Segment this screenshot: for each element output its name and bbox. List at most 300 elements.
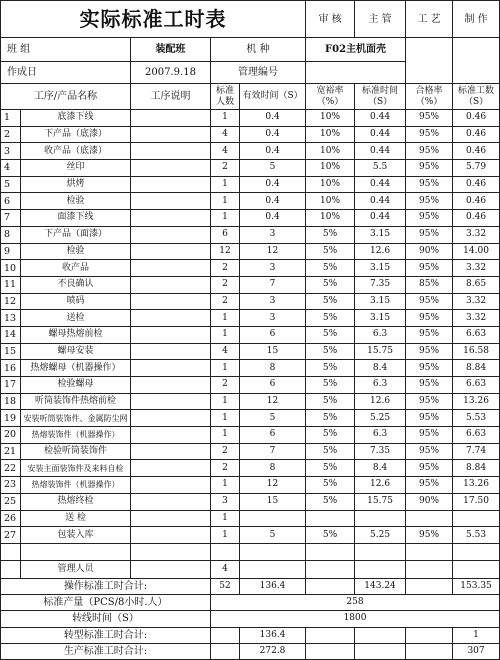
staff-count: 12 <box>211 243 240 260</box>
staff-count: 1 <box>211 510 240 527</box>
changeover-total-label: 转型标准工时合计: <box>1 627 211 643</box>
process-name: 检验 <box>21 243 131 260</box>
row-number: 21 <box>1 443 21 460</box>
staff-count: 1 <box>211 360 240 377</box>
sheet-title: 实际标准工时表 <box>1 1 306 38</box>
col-staff: 标准人数 <box>211 84 240 110</box>
table-row <box>1 343 500 360</box>
standard-time: 12.6 <box>355 243 406 260</box>
date-value: 2007.9.18 <box>131 62 211 84</box>
standard-time: 8.4 <box>355 460 406 477</box>
col-standard-hours: 标准工数（S） <box>453 84 500 110</box>
standard-hours: 13.26 <box>453 477 500 494</box>
table-row <box>1 427 500 444</box>
process-description <box>131 193 211 210</box>
pass-rate: 90% <box>406 243 453 260</box>
mgmt-staff-label: 管理人员 <box>21 560 131 578</box>
process-name: 不良确认 <box>21 276 131 293</box>
pass-rate: 95% <box>406 176 453 193</box>
row-number: 8 <box>1 226 21 243</box>
margin-rate: 10% <box>306 160 355 177</box>
staff-count: 1 <box>211 326 240 343</box>
standard-time: 0.44 <box>355 110 406 127</box>
pass-rate: 95% <box>406 160 453 177</box>
staff-count: 2 <box>211 377 240 394</box>
process-description <box>131 260 211 277</box>
process-description <box>131 460 211 477</box>
signoff-review: 审 核 <box>306 1 355 38</box>
standard-hours: 5.79 <box>453 160 500 177</box>
op-total-row <box>1 578 500 594</box>
signoff-maker: 制 作 <box>453 1 500 38</box>
production-total-effective: 272.8 <box>240 643 306 659</box>
row-number: 22 <box>1 460 21 477</box>
process-name: 收产品 <box>21 260 131 277</box>
table-row <box>1 260 500 277</box>
table-row <box>1 110 500 127</box>
process-name: 检验听筒装饰件 <box>21 443 131 460</box>
row-number: 20 <box>1 427 21 444</box>
process-description <box>131 393 211 410</box>
table-row <box>1 193 500 210</box>
staff-count: 1 <box>211 193 240 210</box>
standard-time <box>355 510 406 527</box>
col-pass-rate: 合格率（%） <box>406 84 453 110</box>
effective-time: 0.4 <box>240 126 306 143</box>
standard-hours: 6.63 <box>453 427 500 444</box>
process-description <box>131 427 211 444</box>
table-row <box>1 527 500 544</box>
staff-count: 2 <box>211 443 240 460</box>
mgmt-staff-row <box>1 560 500 578</box>
process-description <box>131 243 211 260</box>
process-description <box>131 160 211 177</box>
pass-rate: 95% <box>406 460 453 477</box>
table-row <box>1 160 500 177</box>
standard-hours: 3.32 <box>453 260 500 277</box>
row-number: 23 <box>1 477 21 494</box>
standard-time: 15.75 <box>355 343 406 360</box>
process-description <box>131 377 211 394</box>
margin-rate: 10% <box>306 143 355 160</box>
margin-rate: 10% <box>306 110 355 127</box>
effective-time: 7 <box>240 443 306 460</box>
pass-rate <box>406 510 453 527</box>
row-number: 2 <box>1 126 21 143</box>
margin-rate: 10% <box>306 210 355 227</box>
row-number: 4 <box>1 160 21 177</box>
standard-hours: 0.46 <box>453 176 500 193</box>
effective-time: 5 <box>240 527 306 544</box>
staff-count: 2 <box>211 460 240 477</box>
process-description <box>131 410 211 427</box>
standard-hours <box>453 510 500 527</box>
standard-hours: 7.74 <box>453 443 500 460</box>
table-row <box>1 210 500 227</box>
col-margin-rate: 宽裕率（%） <box>306 84 355 110</box>
standard-hours: 5.53 <box>453 527 500 544</box>
process-description <box>131 276 211 293</box>
staff-count: 1 <box>211 110 240 127</box>
process-name: 螺母安装 <box>21 343 131 360</box>
process-description <box>131 510 211 527</box>
std-output-value: 258 <box>211 594 500 610</box>
row-number: 16 <box>1 360 21 377</box>
standard-time: 5.25 <box>355 410 406 427</box>
process-name: 热熔终检 <box>21 493 131 510</box>
row-number: 19 <box>1 410 21 427</box>
staff-count: 2 <box>211 276 240 293</box>
staff-count: 1 <box>211 310 240 327</box>
op-total-label: 操作标准工时合计: <box>1 578 211 594</box>
pass-rate: 95% <box>406 410 453 427</box>
effective-time: 0.4 <box>240 210 306 227</box>
row-number: 14 <box>1 326 21 343</box>
process-name: 下产品（底漆） <box>21 126 131 143</box>
process-name: 安装主面装饰件及来料自检 <box>21 460 131 477</box>
process-name: 送检 <box>21 310 131 327</box>
margin-rate: 5% <box>306 410 355 427</box>
staff-count: 1 <box>211 410 240 427</box>
pass-rate: 95% <box>406 193 453 210</box>
table-row <box>1 510 500 527</box>
effective-time: 7 <box>240 276 306 293</box>
pass-rate: 95% <box>406 226 453 243</box>
effective-time: 8 <box>240 460 306 477</box>
margin-rate: 5% <box>306 477 355 494</box>
margin-rate: 5% <box>306 326 355 343</box>
standard-time: 0.44 <box>355 143 406 160</box>
effective-time: 5 <box>240 410 306 427</box>
standard-time: 7.35 <box>355 276 406 293</box>
standard-time: 0.44 <box>355 176 406 193</box>
date-label: 作成日 <box>1 62 131 84</box>
changeover-total-effective: 136.4 <box>240 627 306 643</box>
standard-hours: 3.32 <box>453 310 500 327</box>
effective-time: 12 <box>240 393 306 410</box>
table-row <box>1 226 500 243</box>
process-description <box>131 527 211 544</box>
table-row <box>1 460 500 477</box>
team-label: 班 组 <box>1 38 131 62</box>
standard-hours: 8.84 <box>453 460 500 477</box>
model-label: 机 种 <box>211 38 306 62</box>
effective-time: 6 <box>240 427 306 444</box>
pass-rate: 95% <box>406 360 453 377</box>
process-name: 安装听筒装饰件、金属防尘网 <box>21 410 131 427</box>
effective-time: 0.4 <box>240 193 306 210</box>
op-total-standard-time: 143.24 <box>355 578 406 594</box>
row-number: 3 <box>1 143 21 160</box>
process-rows <box>1 110 500 544</box>
process-description <box>131 343 211 360</box>
changeover-row <box>1 610 500 627</box>
process-name: 烘烤 <box>21 176 131 193</box>
pass-rate: 90% <box>406 493 453 510</box>
margin-rate: 5% <box>306 343 355 360</box>
standard-hours: 16.58 <box>453 343 500 360</box>
row-number: 13 <box>1 310 21 327</box>
process-name: 面漆下线 <box>21 210 131 227</box>
row-number: 17 <box>1 377 21 394</box>
row-number: 11 <box>1 276 21 293</box>
effective-time: 5 <box>240 160 306 177</box>
standard-hours: 17.50 <box>453 493 500 510</box>
standard-hours: 13.26 <box>453 393 500 410</box>
staff-count: 1 <box>211 176 240 193</box>
margin-rate: 5% <box>306 460 355 477</box>
standard-time: 7.35 <box>355 443 406 460</box>
row-number: 26 <box>1 510 21 527</box>
staff-count: 1 <box>211 210 240 227</box>
table-row <box>1 477 500 494</box>
mgmt-staff-count: 4 <box>211 560 240 578</box>
table-row <box>1 293 500 310</box>
table-row <box>1 410 500 427</box>
pass-rate: 85% <box>406 276 453 293</box>
pass-rate: 95% <box>406 126 453 143</box>
margin-rate: 10% <box>306 176 355 193</box>
row-number: 9 <box>1 243 21 260</box>
process-description <box>131 176 211 193</box>
changeover-value: 1800 <box>211 610 500 627</box>
effective-time: 0.4 <box>240 176 306 193</box>
row-number: 15 <box>1 343 21 360</box>
standard-time: 3.15 <box>355 226 406 243</box>
pass-rate: 95% <box>406 260 453 277</box>
process-description <box>131 326 211 343</box>
effective-time: 0.4 <box>240 110 306 127</box>
signoff-process-sign <box>406 38 453 84</box>
standard-hours: 6.63 <box>453 326 500 343</box>
op-total-effective: 136.4 <box>240 578 306 594</box>
process-description <box>131 360 211 377</box>
signoff-supervisor: 主 管 <box>355 1 406 38</box>
standard-time: 6.3 <box>355 326 406 343</box>
process-name: 丝印 <box>21 160 131 177</box>
pass-rate: 95% <box>406 477 453 494</box>
row-number: 27 <box>1 527 21 544</box>
row-number: 25 <box>1 493 21 510</box>
staff-count: 2 <box>211 293 240 310</box>
changeover-total-hours: 1 <box>453 627 500 643</box>
table-row <box>1 493 500 510</box>
table-row <box>1 143 500 160</box>
effective-time: 3 <box>240 226 306 243</box>
pass-rate: 95% <box>406 110 453 127</box>
process-name: 热熔装饰件（机器操作） <box>21 427 131 444</box>
process-name: 包装入库 <box>21 527 131 544</box>
table-row <box>1 243 500 260</box>
margin-rate: 5% <box>306 226 355 243</box>
margin-rate: 5% <box>306 276 355 293</box>
standard-hours: 8.65 <box>453 276 500 293</box>
pass-rate: 95% <box>406 310 453 327</box>
effective-time: 15 <box>240 343 306 360</box>
margin-rate: 5% <box>306 260 355 277</box>
title-row <box>1 1 500 38</box>
staff-count: 4 <box>211 126 240 143</box>
margin-rate: 5% <box>306 310 355 327</box>
standard-hours: 0.46 <box>453 126 500 143</box>
production-total-hours: 307 <box>453 643 500 659</box>
process-description <box>131 477 211 494</box>
col-description: 工序说明 <box>131 84 211 110</box>
staff-count: 1 <box>211 527 240 544</box>
staff-count: 2 <box>211 260 240 277</box>
process-description <box>131 293 211 310</box>
pass-rate: 95% <box>406 210 453 227</box>
standard-time: 5.5 <box>355 160 406 177</box>
standard-hours: 0.46 <box>453 210 500 227</box>
standard-time: 6.3 <box>355 427 406 444</box>
pass-rate: 95% <box>406 443 453 460</box>
standard-hours: 0.46 <box>453 193 500 210</box>
model-value: F02主机面壳 <box>306 38 406 62</box>
standard-time: 0.44 <box>355 126 406 143</box>
info-row-team <box>1 38 500 62</box>
row-number: 1 <box>1 110 21 127</box>
signoff-maker-sign <box>453 38 500 84</box>
changeover-total-row <box>1 627 500 643</box>
effective-time <box>240 510 306 527</box>
effective-time: 6 <box>240 326 306 343</box>
margin-rate: 5% <box>306 443 355 460</box>
standard-hours: 14.00 <box>453 243 500 260</box>
effective-time: 12 <box>240 243 306 260</box>
process-description <box>131 110 211 127</box>
table-row <box>1 393 500 410</box>
pass-rate: 95% <box>406 293 453 310</box>
staff-count: 2 <box>211 160 240 177</box>
margin-rate: 5% <box>306 427 355 444</box>
effective-time: 3 <box>240 293 306 310</box>
table-row <box>1 126 500 143</box>
standard-time: 0.44 <box>355 193 406 210</box>
table-row <box>1 310 500 327</box>
process-description <box>131 126 211 143</box>
effective-time: 3 <box>240 310 306 327</box>
standard-time: 15.75 <box>355 493 406 510</box>
process-name: 螺母热熔前检 <box>21 326 131 343</box>
margin-rate: 5% <box>306 360 355 377</box>
margin-rate: 5% <box>306 493 355 510</box>
op-total-staff: 52 <box>211 578 240 594</box>
row-number: 6 <box>1 193 21 210</box>
col-standard-time: 标准时间（S） <box>355 84 406 110</box>
table-row <box>1 176 500 193</box>
standard-hours: 0.46 <box>453 143 500 160</box>
process-description <box>131 143 211 160</box>
col-process: 工序/产品名称 <box>1 84 131 110</box>
production-total-label: 生产标准工时合计: <box>1 643 211 659</box>
process-name: 送 检 <box>21 510 131 527</box>
pass-rate: 95% <box>406 377 453 394</box>
blank-row <box>1 543 500 560</box>
row-number: 10 <box>1 260 21 277</box>
process-description <box>131 493 211 510</box>
process-name: 热熔装饰件（机器操作） <box>21 477 131 494</box>
process-name: 检验 <box>21 193 131 210</box>
mgmt-number-value <box>306 62 406 84</box>
standard-time: 3.15 <box>355 310 406 327</box>
margin-rate: 10% <box>306 126 355 143</box>
pass-rate: 95% <box>406 527 453 544</box>
standard-time: 3.15 <box>355 293 406 310</box>
standard-hours: 5.53 <box>453 410 500 427</box>
process-name: 收产品（底漆） <box>21 143 131 160</box>
margin-rate: 5% <box>306 377 355 394</box>
team-value: 装配班 <box>131 38 211 62</box>
pass-rate: 95% <box>406 326 453 343</box>
process-description <box>131 210 211 227</box>
mgmt-number-label: 管理编号 <box>211 62 306 84</box>
row-number: 18 <box>1 393 21 410</box>
std-output-row <box>1 594 500 610</box>
process-description <box>131 310 211 327</box>
op-total-hours: 153.35 <box>453 578 500 594</box>
effective-time: 6 <box>240 377 306 394</box>
staff-count: 4 <box>211 143 240 160</box>
staff-count: 1 <box>211 427 240 444</box>
table-row <box>1 443 500 460</box>
margin-rate: 10% <box>306 193 355 210</box>
col-effective-time: 有效时间（S） <box>240 84 306 110</box>
standard-hours: 3.32 <box>453 226 500 243</box>
standard-hours: 0.46 <box>453 110 500 127</box>
standard-hours: 6.63 <box>453 377 500 394</box>
process-name: 听筒装饰件热熔前检 <box>21 393 131 410</box>
margin-rate: 5% <box>306 393 355 410</box>
standard-time: 3.15 <box>355 260 406 277</box>
effective-time: 8 <box>240 360 306 377</box>
staff-count: 3 <box>211 493 240 510</box>
process-description <box>131 226 211 243</box>
standard-time: 0.44 <box>355 210 406 227</box>
table-row <box>1 276 500 293</box>
effective-time: 0.4 <box>240 143 306 160</box>
process-name: 喷码 <box>21 293 131 310</box>
standard-hours: 8.84 <box>453 360 500 377</box>
pass-rate: 95% <box>406 343 453 360</box>
staff-count: 6 <box>211 226 240 243</box>
staff-count: 1 <box>211 477 240 494</box>
standard-time: 12.6 <box>355 393 406 410</box>
margin-rate: 5% <box>306 293 355 310</box>
table-row <box>1 360 500 377</box>
row-number: 5 <box>1 176 21 193</box>
standard-time: 5.25 <box>355 527 406 544</box>
staff-count: 4 <box>211 343 240 360</box>
changeover-label: 转线时间（S） <box>1 610 211 627</box>
pass-rate: 95% <box>406 143 453 160</box>
signoff-process: 工 艺 <box>406 1 453 38</box>
row-number: 12 <box>1 293 21 310</box>
process-name: 底漆下线 <box>21 110 131 127</box>
standard-hours: 3.32 <box>453 293 500 310</box>
standard-time: 6.3 <box>355 377 406 394</box>
table-row <box>1 377 500 394</box>
effective-time: 3 <box>240 260 306 277</box>
margin-rate <box>306 510 355 527</box>
standard-time: 12.6 <box>355 477 406 494</box>
effective-time: 15 <box>240 493 306 510</box>
margin-rate: 5% <box>306 527 355 544</box>
table-row <box>1 326 500 343</box>
process-name: 检验螺母 <box>21 377 131 394</box>
process-description <box>131 443 211 460</box>
pass-rate: 95% <box>406 427 453 444</box>
